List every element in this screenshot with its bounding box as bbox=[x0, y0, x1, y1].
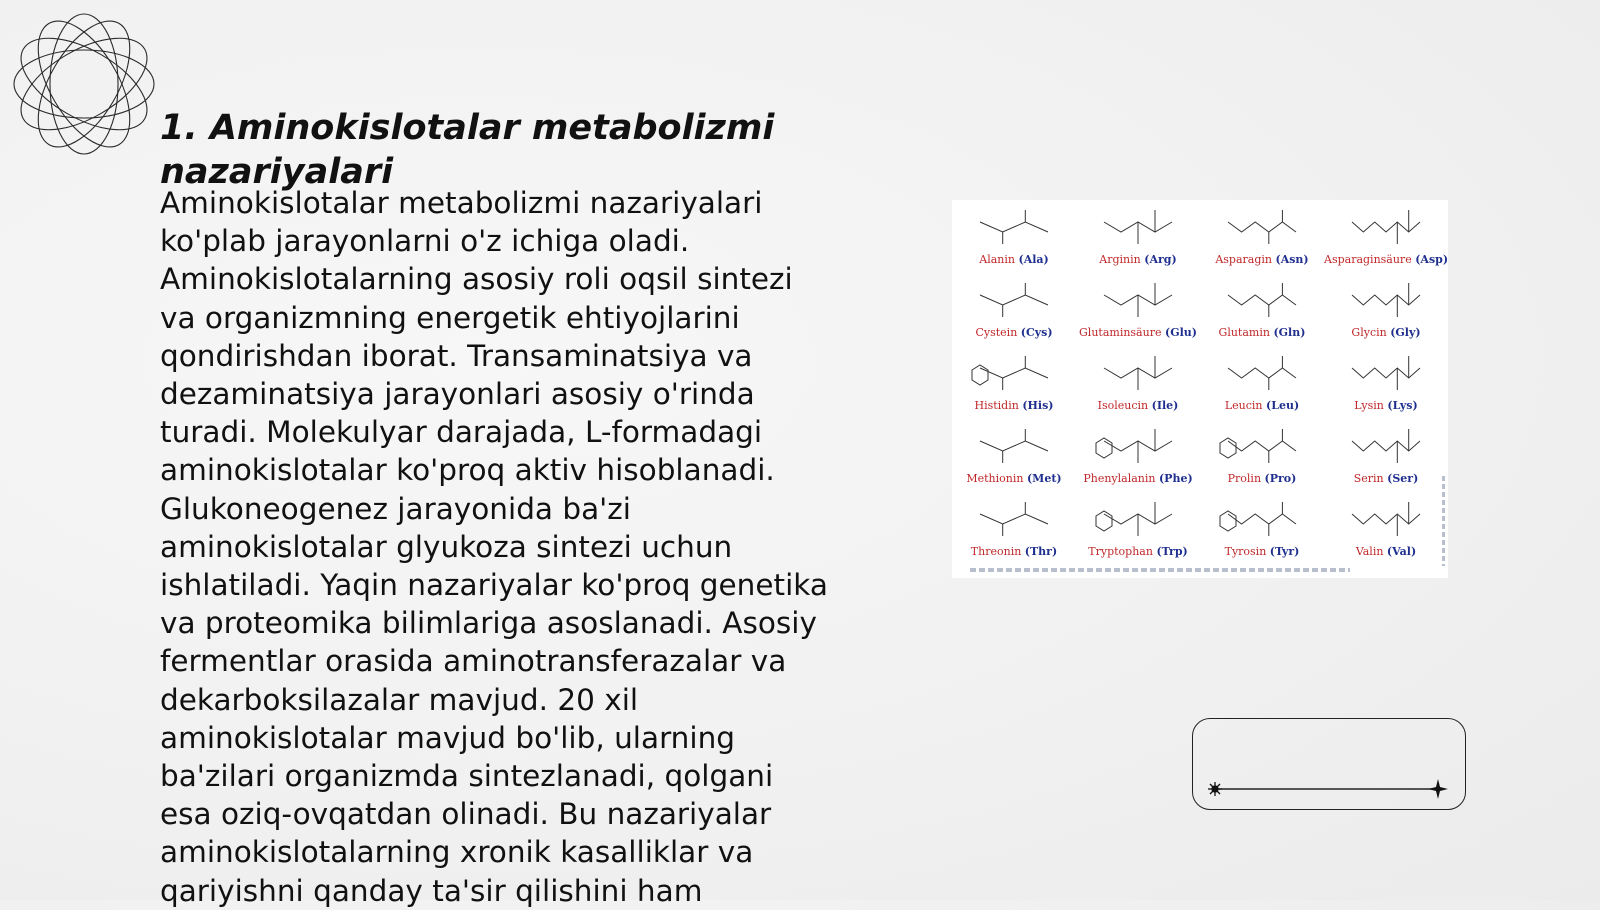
molecule-structure-icon bbox=[1214, 421, 1310, 471]
amino-acid-cell bbox=[1076, 346, 1200, 418]
amino-acid-label bbox=[1076, 399, 1200, 412]
sparkle-icon bbox=[1208, 782, 1222, 796]
amino-acid-cell bbox=[1200, 200, 1324, 272]
amino-acid-cell bbox=[952, 419, 1076, 491]
amino-acid-name: Valin bbox=[1355, 545, 1387, 558]
amino-acid-abbr: (His) bbox=[1022, 399, 1054, 412]
image-source-line bbox=[970, 568, 1350, 572]
amino-acid-label bbox=[1076, 545, 1200, 558]
amino-acid-name: Alanin bbox=[979, 253, 1019, 266]
amino-acid-abbr: (Lys) bbox=[1387, 399, 1418, 412]
molecule-structure-icon bbox=[966, 202, 1062, 252]
molecule-structure-icon bbox=[1090, 202, 1186, 252]
amino-acid-abbr: (Glu) bbox=[1164, 326, 1197, 339]
amino-acid-abbr: (Pro) bbox=[1264, 472, 1297, 485]
amino-acid-abbr: (Phe) bbox=[1158, 472, 1193, 485]
molecule-structure-icon bbox=[1338, 494, 1434, 544]
amino-acid-cell bbox=[1324, 346, 1448, 418]
molecule-structure-icon bbox=[1090, 421, 1186, 471]
decorative-line bbox=[1200, 776, 1450, 802]
amino-acid-label bbox=[1076, 253, 1200, 266]
amino-acid-cell bbox=[1324, 273, 1448, 345]
amino-acid-label bbox=[1324, 472, 1448, 485]
amino-acid-abbr: (Leu) bbox=[1266, 399, 1300, 412]
amino-acid-structure-image bbox=[952, 200, 1448, 578]
amino-acid-label bbox=[1200, 472, 1324, 485]
amino-acid-cell bbox=[1200, 346, 1324, 418]
amino-acid-grid bbox=[952, 200, 1448, 568]
amino-acid-name: Histidin bbox=[974, 399, 1023, 412]
amino-acid-cell bbox=[1324, 492, 1448, 564]
amino-acid-name: Prolin bbox=[1227, 472, 1265, 485]
amino-acid-name: Tyrosin bbox=[1224, 545, 1270, 558]
amino-acid-label bbox=[1200, 253, 1324, 266]
molecule-structure-icon bbox=[1338, 421, 1434, 471]
amino-acid-label bbox=[952, 326, 1076, 339]
amino-acid-label bbox=[1200, 399, 1324, 412]
amino-acid-label bbox=[1076, 326, 1200, 339]
molecule-structure-icon bbox=[1338, 275, 1434, 325]
amino-acid-abbr: (Ala) bbox=[1018, 253, 1049, 266]
molecule-structure-icon bbox=[1338, 202, 1434, 252]
amino-acid-abbr: (Trp) bbox=[1156, 545, 1188, 558]
amino-acid-name: Serin bbox=[1353, 472, 1388, 485]
molecule-structure-icon bbox=[1214, 275, 1310, 325]
amino-acid-name: Phenylalanin bbox=[1083, 472, 1159, 485]
amino-acid-name: Cystein bbox=[975, 326, 1021, 339]
amino-acid-abbr: (Met) bbox=[1026, 472, 1062, 485]
amino-acid-abbr: (Asn) bbox=[1275, 253, 1309, 266]
amino-acid-cell bbox=[952, 273, 1076, 345]
amino-acid-cell bbox=[1200, 492, 1324, 564]
amino-acid-abbr: (Gly) bbox=[1390, 326, 1421, 339]
amino-acid-label bbox=[1324, 399, 1448, 412]
amino-acid-name: Methionin bbox=[966, 472, 1027, 485]
amino-acid-label bbox=[952, 472, 1076, 485]
amino-acid-abbr: (Val) bbox=[1386, 545, 1417, 558]
amino-acid-name: Isoleucin bbox=[1097, 399, 1152, 412]
amino-acid-cell bbox=[952, 200, 1076, 272]
amino-acid-name: Glutamin bbox=[1218, 326, 1274, 339]
amino-acid-cell bbox=[1324, 419, 1448, 491]
amino-acid-name: Glutaminsäure bbox=[1079, 326, 1165, 339]
amino-acid-label bbox=[1324, 253, 1448, 266]
amino-acid-label bbox=[952, 253, 1076, 266]
amino-acid-label bbox=[1076, 472, 1200, 485]
molecule-structure-icon bbox=[1090, 275, 1186, 325]
amino-acid-abbr: (Gln) bbox=[1273, 326, 1306, 339]
molecule-structure-icon bbox=[1090, 348, 1186, 398]
amino-acid-label bbox=[1324, 545, 1448, 558]
amino-acid-cell bbox=[1200, 419, 1324, 491]
molecule-structure-icon bbox=[1090, 494, 1186, 544]
slide-body-text: Aminokislotalar metabolizmi nazariyalari ko'plab jarayonlarni o'z ichiga oladi. Aminokislotalarning asosiy roli oqsil sintezi va organizmning energetik ehtiyojlarini qondirishdan iborat. Transaminatsiya va dezaminatsiya jarayonlari asosiy o'rinda turadi. Molekulyar darajada, L-formadagi aminokislotalar ko'proq aktiv hisoblanadi. Glukoneogenez jarayonida ba'zi aminokislotalar glyukoza sintezi uchun ishlatiladi. Yaqin nazariyalar ko'proq genetika va proteomika bilimlariga asoslanadi. Asosiy fermentlar orasida aminotransferazalar va dekarboksilazalar mavjud. 20 xil aminokislotalar mavjud bo'lib, ularning ba'zilari organizmda sintezlanadi, qolgani esa oziq-ovqatdan olinadi. Bu nazariyalar aminokislotalarning xronik kasalliklar va qariyishni qanday ta'sir qilishini ham bbox=[160, 186, 828, 908]
molecule-structure-icon bbox=[1214, 348, 1310, 398]
amino-acid-abbr: (Thr) bbox=[1024, 545, 1058, 558]
molecule-structure-icon bbox=[966, 348, 1062, 398]
amino-acid-abbr: (Arg) bbox=[1144, 253, 1177, 266]
amino-acid-name: Lysin bbox=[1354, 399, 1388, 412]
amino-acid-cell bbox=[952, 492, 1076, 564]
amino-acid-cell bbox=[1200, 273, 1324, 345]
image-side-credit bbox=[1442, 476, 1445, 566]
amino-acid-abbr: (Asp) bbox=[1415, 253, 1449, 266]
amino-acid-name: Asparagin bbox=[1215, 253, 1276, 266]
molecule-structure-icon bbox=[966, 275, 1062, 325]
slide-title: 1. Aminokislotalar metabolizmi nazariyalari bbox=[160, 108, 775, 192]
molecule-structure-icon bbox=[966, 494, 1062, 544]
amino-acid-abbr: (Ser) bbox=[1387, 472, 1419, 485]
amino-acid-abbr: (Cys) bbox=[1020, 326, 1053, 339]
amino-acid-name: Glycin bbox=[1351, 326, 1391, 339]
orbit-ornament-icon bbox=[10, 10, 158, 158]
amino-acid-name: Leucin bbox=[1224, 399, 1267, 412]
amino-acid-label bbox=[1200, 326, 1324, 339]
amino-acid-label bbox=[1200, 545, 1324, 558]
amino-acid-cell bbox=[1076, 419, 1200, 491]
amino-acid-cell bbox=[1076, 492, 1200, 564]
amino-acid-cell bbox=[1324, 200, 1448, 272]
amino-acid-label bbox=[952, 545, 1076, 558]
amino-acid-cell bbox=[1076, 200, 1200, 272]
molecule-structure-icon bbox=[1214, 494, 1310, 544]
amino-acid-abbr: (Tyr) bbox=[1269, 545, 1300, 558]
amino-acid-label bbox=[952, 399, 1076, 412]
molecule-structure-icon bbox=[966, 421, 1062, 471]
amino-acid-abbr: (Ile) bbox=[1151, 399, 1179, 412]
molecule-structure-icon bbox=[1214, 202, 1310, 252]
amino-acid-name: Threonin bbox=[970, 545, 1025, 558]
amino-acid-name: Asparaginsäure bbox=[1324, 253, 1416, 266]
star-icon bbox=[1428, 779, 1448, 799]
amino-acid-cell bbox=[1076, 273, 1200, 345]
amino-acid-cell bbox=[952, 346, 1076, 418]
amino-acid-label bbox=[1324, 326, 1448, 339]
molecule-structure-icon bbox=[1338, 348, 1434, 398]
amino-acid-name: Arginin bbox=[1099, 253, 1145, 266]
amino-acid-name: Tryptophan bbox=[1088, 545, 1157, 558]
